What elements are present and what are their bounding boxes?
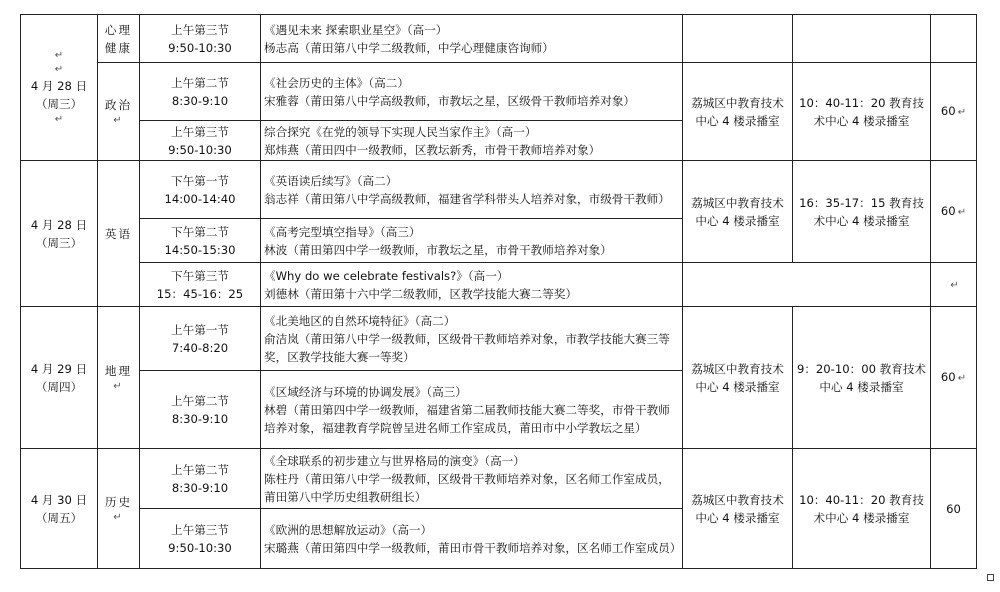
period-cell: 上午第三节 9:50-10:30 xyxy=(140,15,261,63)
lesson-cell: 《北美地区的自然环境特征》（高二） 俞洁岚（莆田第八中学一级教师，区级骨干教师培养对象，市教学技能大赛三等奖，区教学技能大赛一等奖） xyxy=(261,307,683,371)
period-cell: 上午第三节 9:50-10:30 xyxy=(140,509,261,569)
date-cell: ↵ ↵ 4 月 28 日 （周三） ↵ xyxy=(21,15,98,161)
lesson-cell: 《Why do we celebrate festivals?》（高一） 刘德林（莆田第十六中学二级教师，区教学技能大赛二等奖） xyxy=(261,263,683,307)
minutes-cell: 60 xyxy=(931,449,977,569)
empty-cell xyxy=(683,263,931,307)
period-cell: 下午第二节 14:50-15:30 xyxy=(140,219,261,263)
end-of-table-mark xyxy=(987,574,994,581)
minutes-cell: 60 ↵ xyxy=(931,63,977,161)
venue-cell: 荔城区中教育技术中心 4 楼录播室 xyxy=(683,63,793,161)
lesson-cell: 综合探究《在党的领导下实现人民当家作主》（高一） 郑炜燕（莆田四中一级教师，区教坛新秀，市骨干教师培养对象） xyxy=(261,121,683,161)
period-cell: 下午第三节 15：45-16：25 xyxy=(140,263,261,307)
period-cell: 上午第三节 9:50-10:30 xyxy=(140,121,261,161)
table-row xyxy=(21,161,991,219)
minutes-cell: ↵ xyxy=(931,263,977,307)
venue-cell: 荔城区中教育技术中心 4 楼录播室 xyxy=(683,449,793,569)
subject-cell: 政治 ↵ xyxy=(98,63,140,161)
minutes-cell xyxy=(931,15,977,63)
subject-cell: 历史 ↵ xyxy=(98,449,140,569)
broadcast-cell: 10：40-11：20 教育技术中心 4 楼录播室 xyxy=(793,63,931,161)
lesson-cell: 《英语读后续写》（高二） 翁志祥（莆田第八中学高级教师，福建省学科带头人培养对象，市级骨干教师） xyxy=(261,161,683,219)
lesson-cell: 《高考完型填空指导》（高三） 林波（莆田第四中学一级教师，市教坛之星，市骨干教师培养对象） xyxy=(261,219,683,263)
date-cell: 4 月 29 日 （周四） xyxy=(21,307,98,449)
broadcast-cell xyxy=(793,15,931,63)
venue-cell: 荔城区中教育技术中心 4 楼录播室 xyxy=(683,307,793,449)
broadcast-cell: 9：20-10：00 教育技术中心 4 楼录播室 xyxy=(793,307,931,449)
period-cell: 上午第二节 8:30-9:10 xyxy=(140,63,261,121)
venue-cell: 荔城区中教育技术中心 4 楼录播室 xyxy=(683,161,793,263)
date-cell: 4 月 28 日 （周三） xyxy=(21,161,98,307)
table-row xyxy=(21,263,991,307)
lesson-cell: 《全球联系的初步建立与世界格局的演变》（高一） 陈柱丹（莆田第八中学一级教师，区级骨干教师培养对象，区名师工作室成员，莆田第八中学历史组教研组长） xyxy=(261,449,683,509)
table-row xyxy=(21,449,991,509)
schedule-table xyxy=(20,14,991,569)
subject-cell: 地理 ↵ xyxy=(98,307,140,449)
subject-cell: 英语 xyxy=(98,161,140,307)
period-cell: 上午第二节 8:30-9:10 xyxy=(140,371,261,449)
period-cell: 下午第一节 14:00-14:40 xyxy=(140,161,261,219)
minutes-cell: 60 ↵ xyxy=(931,161,977,263)
lesson-cell: 《社会历史的主体》（高二） 宋雅蓉（莆田第八中学高级教师，市教坛之星，区级骨干教师培养对象） xyxy=(261,63,683,121)
lesson-cell: 《区域经济与环境的协调发展》（高三） 林碧（莆田第四中学一级教师，福建省第二届教师技能大赛二等奖，市骨干教师培养对象，福建教育学院曾呈进名师工作室成员，莆田市中小学教坛之星） xyxy=(261,371,683,449)
table-row xyxy=(21,15,991,63)
table-row xyxy=(21,63,991,121)
period-cell: 上午第一节 7:40-8:20 xyxy=(140,307,261,371)
lesson-cell: 《欧洲的思想解放运动》（高一） 宋璐燕（莆田第四中学一级教师，莆田市骨干教师培养对象，区名师工作室成员） xyxy=(261,509,683,569)
venue-cell xyxy=(683,15,793,63)
lesson-cell: 《遇见未来 探索职业星空》（高一） 杨志高（莆田第八中学二级教师，中学心理健康咨询师） xyxy=(261,15,683,63)
date-cell: 4 月 30 日 （周五） xyxy=(21,449,98,569)
broadcast-cell: 10：40-11：20 教育技术中心 4 楼录播室 xyxy=(793,449,931,569)
minutes-cell: 60 ↵ xyxy=(931,307,977,449)
period-cell: 上午第二节 8:30-9:10 xyxy=(140,449,261,509)
subject-cell: 心理健康 xyxy=(98,15,140,63)
table-row xyxy=(21,307,991,371)
broadcast-cell: 16：35-17：15 教育技术中心 4 楼录播室 xyxy=(793,161,931,263)
